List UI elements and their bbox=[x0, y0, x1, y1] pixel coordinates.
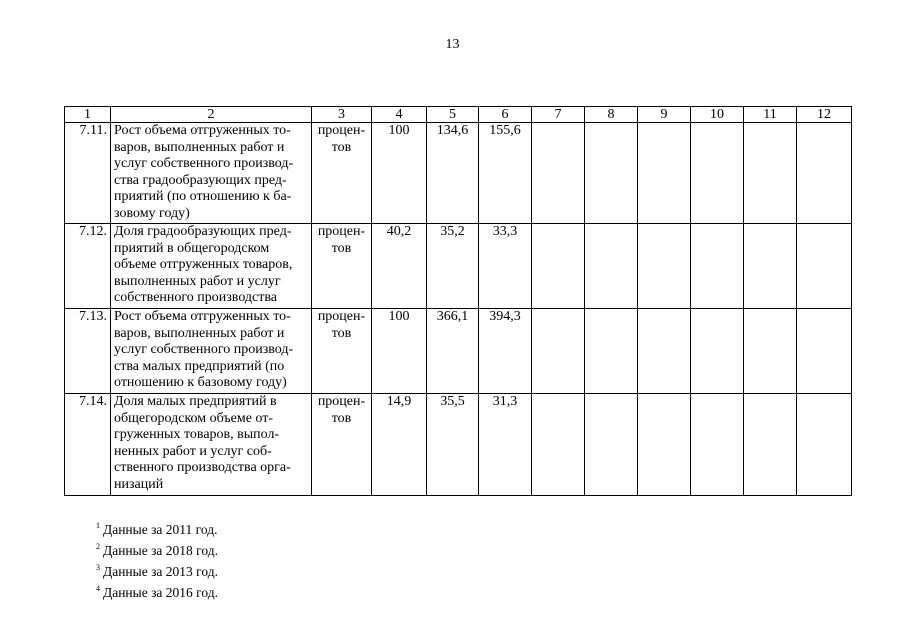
footnote-mark: 3 bbox=[96, 563, 100, 572]
empty-cell bbox=[691, 394, 744, 496]
empty-cell bbox=[744, 123, 797, 224]
page-number: 13 bbox=[445, 37, 460, 52]
indicator-name: Рост объема отгруженных то- варов, выполненных работ и услуг собственного производ- ства градообразующих пред- приятий (по отношению к ба- зовому году) bbox=[111, 123, 312, 224]
empty-cell bbox=[638, 309, 691, 394]
column-header: 12 bbox=[797, 107, 852, 123]
empty-cell bbox=[638, 394, 691, 496]
empty-cell bbox=[797, 224, 852, 309]
value-col-4: 40,2 bbox=[372, 224, 427, 309]
value-col-5: 35,2 bbox=[427, 224, 479, 309]
column-header: 6 bbox=[479, 107, 532, 123]
footnote-mark: 4 bbox=[96, 584, 100, 593]
empty-cell bbox=[691, 309, 744, 394]
empty-cell bbox=[691, 224, 744, 309]
empty-cell bbox=[638, 123, 691, 224]
empty-cell bbox=[532, 123, 585, 224]
indicator-name: Доля малых предприятий в общегородском объеме от- груженных товаров, выпол- ненных работ и услуг соб- ственного производства орга- низаций bbox=[111, 394, 312, 496]
empty-cell bbox=[691, 123, 744, 224]
column-header: 3 bbox=[312, 107, 372, 123]
empty-cell bbox=[797, 394, 852, 496]
value-col-6: 394,3 bbox=[479, 309, 532, 394]
unit-cell: процен- тов bbox=[312, 224, 372, 309]
empty-cell bbox=[744, 224, 797, 309]
footnote bbox=[96, 559, 218, 580]
footnote-text: Данные за 2013 год. bbox=[103, 564, 218, 579]
footnotes bbox=[96, 517, 218, 601]
value-col-6: 155,6 bbox=[479, 123, 532, 224]
footnote-text: Данные за 2018 год. bbox=[103, 543, 218, 558]
column-header: 5 bbox=[427, 107, 479, 123]
value-col-6: 31,3 bbox=[479, 394, 532, 496]
row-number: 7.12. bbox=[65, 224, 111, 309]
empty-cell bbox=[797, 309, 852, 394]
footnote-mark: 1 bbox=[96, 521, 100, 530]
empty-cell bbox=[744, 394, 797, 496]
value-col-5: 35,5 bbox=[427, 394, 479, 496]
indicators-table bbox=[64, 106, 852, 496]
empty-cell bbox=[585, 394, 638, 496]
empty-cell bbox=[532, 394, 585, 496]
footnote bbox=[96, 517, 218, 538]
value-col-5: 134,6 bbox=[427, 123, 479, 224]
indicator-name: Доля градообразующих пред- приятий в общегородском объеме отгруженных товаров, выполненных работ и услуг собственного производства bbox=[111, 224, 312, 309]
column-header: 2 bbox=[111, 107, 312, 123]
footnote bbox=[96, 538, 218, 559]
column-header: 7 bbox=[532, 107, 585, 123]
table-row bbox=[65, 309, 852, 394]
indicator-name: Рост объема отгруженных то- варов, выполненных работ и услуг собственного производ- ства малых предприятий (по отношению к базовому году) bbox=[111, 309, 312, 394]
unit-cell: процен- тов bbox=[312, 309, 372, 394]
empty-cell bbox=[744, 309, 797, 394]
footnote-mark: 2 bbox=[96, 542, 100, 551]
table-row bbox=[65, 394, 852, 496]
unit-cell: процен- тов bbox=[312, 123, 372, 224]
empty-cell bbox=[532, 224, 585, 309]
empty-cell bbox=[797, 123, 852, 224]
column-header: 1 bbox=[65, 107, 111, 123]
value-col-4: 100 bbox=[372, 309, 427, 394]
table-row bbox=[65, 224, 852, 309]
footnote bbox=[96, 580, 218, 601]
column-header: 8 bbox=[585, 107, 638, 123]
value-col-4: 14,9 bbox=[372, 394, 427, 496]
table-header-row bbox=[65, 107, 852, 123]
value-col-4: 100 bbox=[372, 123, 427, 224]
column-header: 9 bbox=[638, 107, 691, 123]
empty-cell bbox=[585, 224, 638, 309]
empty-cell bbox=[532, 309, 585, 394]
row-number: 7.11. bbox=[65, 123, 111, 224]
row-number: 7.13. bbox=[65, 309, 111, 394]
empty-cell bbox=[638, 224, 691, 309]
unit-cell: процен- тов bbox=[312, 394, 372, 496]
footnote-text: Данные за 2011 год. bbox=[103, 522, 218, 537]
empty-cell bbox=[585, 123, 638, 224]
column-header: 10 bbox=[691, 107, 744, 123]
row-number: 7.14. bbox=[65, 394, 111, 496]
value-col-5: 366,1 bbox=[427, 309, 479, 394]
value-col-6: 33,3 bbox=[479, 224, 532, 309]
column-header: 4 bbox=[372, 107, 427, 123]
empty-cell bbox=[585, 309, 638, 394]
column-header: 11 bbox=[744, 107, 797, 123]
table-row bbox=[65, 123, 852, 224]
footnote-text: Данные за 2016 год. bbox=[103, 585, 218, 600]
